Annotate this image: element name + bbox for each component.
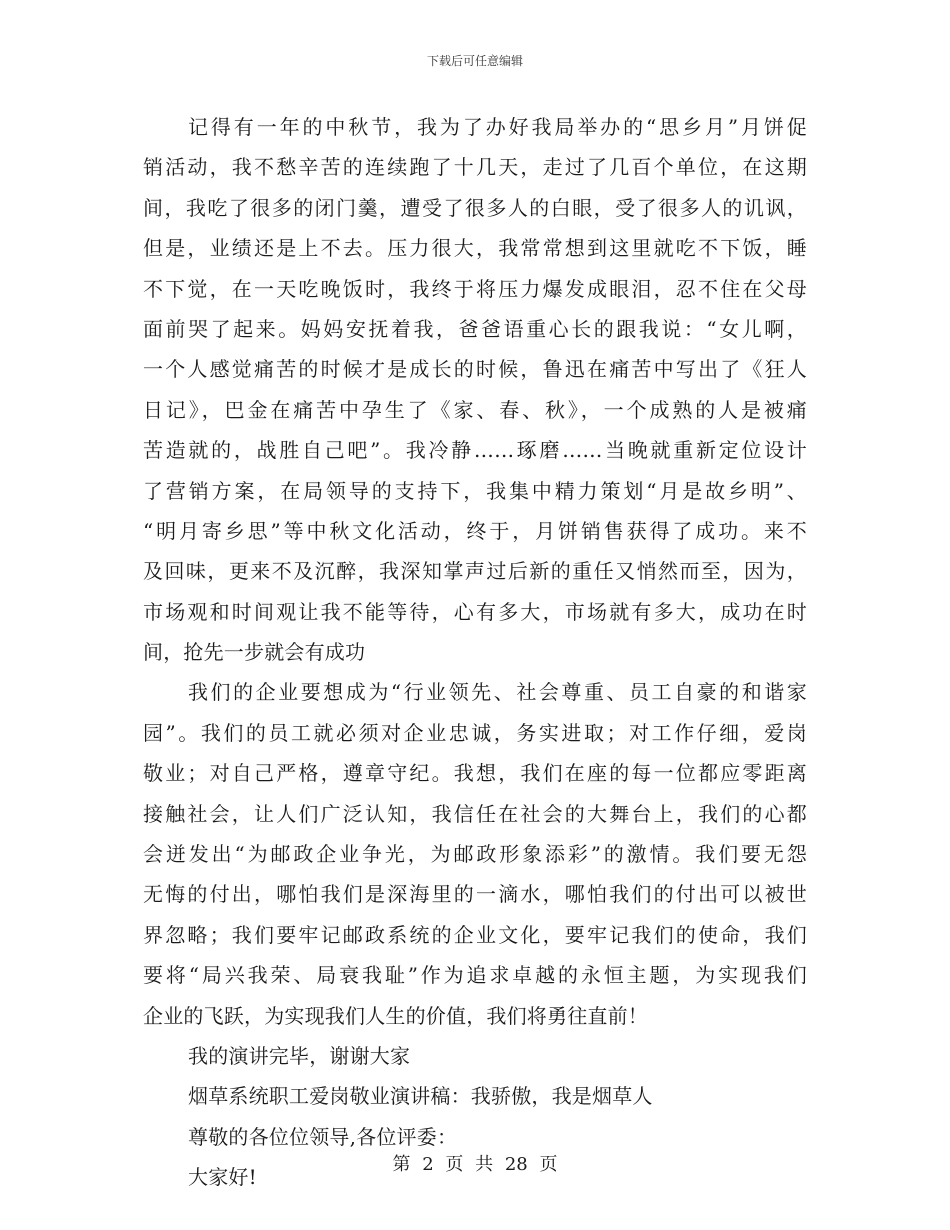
- paragraph-line: 界忽略；我们要牢记邮政系统的企业文化，要牢记我们的使命，我们: [143, 922, 807, 947]
- paragraph-line: 企业的飞跃，为实现我们人生的价值，我们将勇往直前！: [143, 1003, 648, 1028]
- page-header-note: 下载后可任意编辑: [426, 54, 523, 68]
- paragraph-line: 了营销方案，在局领导的支持下，我集中精力策划“月是故乡明”、: [143, 478, 807, 503]
- paragraph-line: 敬业；对自己严格，遵章守纪。我想，我们在座的每一位都应零距离: [143, 761, 807, 786]
- paragraph-line: 市场观和时间观让我不能等待，心有多大，市场就有多大，成功在时: [143, 599, 807, 624]
- paragraph-line: 记得有一年的中秋节，我为了办好我局举办的“思乡月”月饼促: [188, 115, 807, 139]
- paragraph-line: 苦造就的，战胜自己吧”。我冷静……琢磨……当晚就重新定位设计: [143, 438, 807, 463]
- page-number: 第 2 页 共 28 页: [392, 1154, 558, 1175]
- paragraph-line: 日记》，巴金在痛苦中孕生了《家、春、秋》，一个成熟的人是被痛: [143, 397, 807, 422]
- paragraph-line: 接触社会，让人们广泛认知，我信任在社会的大舞台上，我们的心都: [143, 801, 807, 826]
- salutation-line: 尊敬的各位位领导,各位评委：: [188, 1124, 458, 1149]
- paragraph-line: 不下觉，在一天吃晚饭时，我终于将压力爆发成眼泪，忍不住在父母: [143, 276, 807, 301]
- closing-line: 我的演讲完毕，谢谢大家: [188, 1043, 411, 1068]
- paragraph-line: 间，我吃了很多的闭门羹，遭受了很多人的白眼，受了很多人的讥讽，: [143, 195, 807, 220]
- paragraph-line: 我们的企业要想成为“行业领先、社会尊重、员工自豪的和谐家: [188, 680, 807, 705]
- paragraph-line: 园”。我们的员工就必须对企业忠诚，务实进取；对工作仔细，爱岗: [143, 720, 807, 745]
- paragraph-line: 无悔的付出，哪怕我们是深海里的一滴水，哪怕我们的付出可以被世: [143, 882, 807, 907]
- paragraph-line: 会迸发出“为邮政企业争光，为邮政形象添彩”的激情。我们要无怨: [143, 842, 807, 867]
- paragraph-line: 销活动，我不愁辛苦的连续跑了十几天，走过了几百个单位，在这期: [143, 155, 807, 180]
- speech-title: 烟草系统职工爱岗敬业演讲稿：我骄傲，我是烟草人: [188, 1084, 653, 1109]
- paragraph-line: 及回味，更来不及沉醉，我深知掌声过后新的重任又悄然而至，因为，: [143, 559, 807, 584]
- document-body: [143, 107, 807, 1198]
- paragraph-line: 面前哭了起来。妈妈安抚着我，爸爸语重心长的跟我说：“女儿啊，: [143, 316, 807, 341]
- paragraph-line: 一个人感觉痛苦的时候才是成长的时候，鲁迅在痛苦中写出了《狂人: [143, 357, 807, 382]
- greeting-line: 大家好!: [188, 1165, 257, 1190]
- paragraph-line: “明月寄乡思”等中秋文化活动，终于，月饼销售获得了成功。来不: [143, 518, 807, 543]
- paragraph-line: 间，抢先一步就会有成功: [143, 640, 366, 665]
- paragraph-line: 要将“局兴我荣、局衰我耻”作为追求卓越的永恒主题，为实现我们: [143, 963, 807, 988]
- paragraph-line: 但是，业绩还是上不去。压力很大，我常常想到这里就吃不下饭，睡: [143, 236, 807, 261]
